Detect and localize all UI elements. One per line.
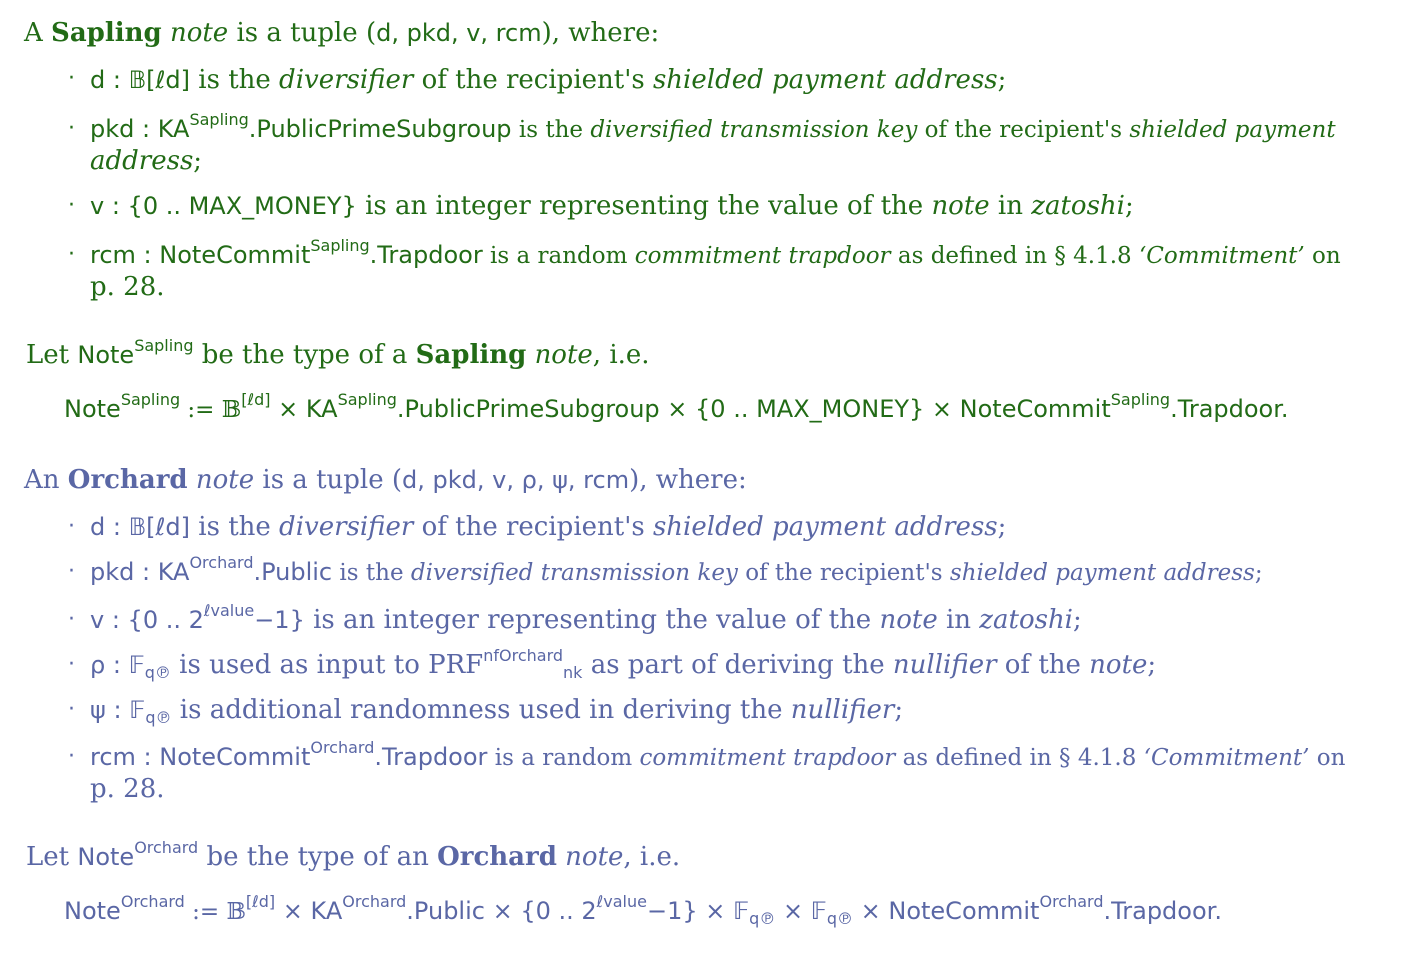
subscript: q℗ [826, 909, 853, 928]
section-ref-title[interactable]: ‘Commitment’ [1138, 243, 1305, 269]
item-emphasis: note [1089, 650, 1148, 680]
item-text: ; [1073, 605, 1082, 635]
superscript: Orchard [120, 892, 185, 911]
item-emphasis: commitment trapdoor [634, 243, 891, 269]
item-text: is the [332, 560, 411, 586]
page-ref[interactable]: p. 28. [90, 272, 165, 302]
superscript: [ℓd] [241, 390, 271, 409]
superscript: Orchard [189, 553, 254, 572]
formula-part: × 𝔽 [775, 897, 827, 925]
item-text: ; [1147, 650, 1157, 680]
tuple-symbols: d, pkd, v, ρ, ψ, rcm [402, 466, 630, 494]
item-emphasis: nullifier [790, 695, 895, 725]
note-term: note [534, 340, 593, 370]
superscript: Sapling [337, 390, 397, 409]
superscript: ℓvalue [203, 601, 255, 620]
item-emphasis: commitment trapdoor [639, 745, 896, 771]
subscript: q℗ [145, 708, 172, 727]
item-text: ; [193, 146, 203, 176]
sapling-item-v [90, 191, 1134, 221]
intro-text: ), where: [629, 465, 747, 495]
item-emphasis: nullifier [892, 650, 997, 680]
sapling-name: Sapling [415, 340, 527, 370]
item-text: of the recipient's [917, 117, 1130, 143]
item-emphasis: diversifier [279, 512, 414, 542]
formula-part: × NoteCommit [853, 897, 1040, 925]
sapling-intro [24, 18, 659, 48]
item-emphasis: zatoshi [1031, 191, 1125, 221]
sapling-item-d [90, 65, 1006, 95]
symbol: v : {0 .. MAX_MONEY} [90, 192, 357, 220]
symbol: v : {0 .. 2 [90, 606, 204, 634]
item-text: is the [190, 65, 280, 95]
item-text: is used as input to PRF [170, 650, 484, 680]
item-emphasis: diversified transmission key [590, 117, 918, 143]
superscript: Sapling [134, 336, 194, 355]
orchard-item-rcm [90, 738, 1346, 773]
tuple-symbols: d, pkd, v, rcm [376, 19, 542, 47]
subscript: q℗ [144, 663, 171, 682]
item-emphasis: shielded payment [1129, 117, 1336, 143]
superscript: Orchard [1039, 892, 1104, 911]
superscript: Orchard [134, 838, 199, 857]
bullet-icon: · [68, 514, 75, 539]
item-text: is the [511, 117, 591, 143]
orchard-intro [24, 465, 747, 495]
item-text: of the recipient's [413, 65, 653, 95]
item-text: ; [894, 695, 904, 725]
item-emphasis: diversified transmission key [410, 560, 738, 586]
bullet-icon: · [68, 242, 75, 267]
orchard-item-pkd [90, 553, 1263, 588]
superscript: Sapling [189, 110, 249, 129]
sapling-name: Sapling [51, 18, 162, 48]
orchard-item-rho [90, 646, 1157, 682]
intro-text: An [24, 465, 68, 495]
let-text: be the type of a [193, 340, 416, 370]
symbol: rcm : NoteCommit [90, 743, 311, 771]
orchard-name: Orchard [67, 465, 188, 495]
item-text: is an integer representing the value of the [304, 605, 880, 635]
intro-text: is a tuple ( [228, 18, 377, 48]
symbol: −1} [254, 606, 305, 634]
bullet-icon: · [68, 607, 75, 632]
symbol: Note [77, 843, 135, 871]
superscript: nfOrchard [483, 646, 564, 665]
section-ref[interactable]: as defined in § 4.1.8 [895, 745, 1144, 771]
section-ref-title[interactable]: ‘Commitment’ [1143, 745, 1310, 771]
bullet-icon: · [68, 193, 75, 218]
note-term: note [195, 465, 255, 495]
orchard-definition [64, 892, 1222, 928]
item-emphasis: shielded payment address [652, 65, 998, 95]
item-emphasis: zatoshi [979, 605, 1074, 635]
intro-text: is a tuple ( [254, 465, 403, 495]
item-emphasis: note [931, 191, 990, 221]
item-text: on [1309, 745, 1346, 771]
bullet-icon: · [68, 652, 75, 677]
note-term: note [169, 18, 229, 48]
superscript: Sapling [120, 390, 181, 409]
symbol: rcm : NoteCommit [90, 241, 311, 269]
let-text: Let [26, 340, 78, 370]
formula-part: × KA [275, 897, 343, 925]
formula-part: := 𝔹 [184, 899, 246, 925]
sapling-let [26, 336, 650, 370]
formula-part: × KA [270, 395, 338, 423]
section-ref[interactable]: as defined in § 4.1.8 [890, 243, 1139, 269]
item-text: is a random [482, 243, 635, 269]
item-text: in [989, 191, 1032, 221]
sapling-definition [64, 390, 1289, 425]
item-emphasis: shielded payment address [949, 560, 1255, 586]
sapling-item-rcm [90, 236, 1341, 271]
bullet-icon: · [68, 559, 75, 584]
superscript: Sapling [310, 236, 370, 255]
item-text: in [937, 605, 980, 635]
formula-part: := 𝔹 [180, 397, 242, 423]
intro-text: A [24, 18, 52, 48]
symbol: d : 𝔹[ℓd] [90, 513, 190, 541]
superscript: Orchard [342, 892, 407, 911]
item-emphasis: shielded payment address [652, 512, 998, 542]
item-emphasis: note [879, 605, 938, 635]
symbol: Note [64, 395, 121, 423]
symbol: .Public [253, 558, 333, 586]
bullet-icon: · [68, 744, 75, 769]
orchard-item-v [90, 601, 1082, 635]
note-term: note [565, 842, 624, 872]
item-text: as part of deriving the [582, 650, 893, 680]
symbol: ρ : 𝔽 [90, 651, 145, 679]
bullet-icon: · [68, 697, 75, 722]
let-text: be the type of an [198, 842, 438, 872]
subscript: nk [563, 663, 583, 682]
sapling-item-pkd-cont [90, 146, 202, 176]
symbol: Note [64, 897, 121, 925]
formula-part: .Trapdoor. [1103, 897, 1222, 925]
item-text: is additional randomness used in deriving the [171, 695, 791, 725]
symbol: Note [77, 341, 135, 369]
intro-text: ), where: [541, 18, 660, 48]
orchard-item-rcm-cont [90, 774, 165, 804]
item-emphasis: diversifier [279, 65, 414, 95]
formula-part: .Trapdoor. [1170, 395, 1289, 423]
item-text: is the [190, 512, 280, 542]
sapling-item-pkd [90, 110, 1336, 145]
superscript: Orchard [310, 738, 375, 757]
symbol: pkd : KA [90, 558, 190, 586]
let-text: Let [26, 842, 78, 872]
item-text: ; [1124, 191, 1134, 221]
item-text: of the recipient's [737, 560, 950, 586]
bullet-icon: · [68, 66, 75, 91]
superscript: ℓvalue [596, 892, 647, 911]
symbol: pkd : KA [90, 115, 190, 143]
formula-part: −1} × 𝔽 [646, 897, 750, 925]
let-text: , i.e. [592, 340, 650, 370]
item-text: is an integer representing the value of the [356, 191, 932, 221]
formula-part: .Public × {0 .. 2 [406, 897, 597, 925]
superscript: [ℓd] [245, 892, 276, 911]
superscript: Sapling [1110, 390, 1171, 409]
subscript: q℗ [749, 909, 776, 928]
formula-part: .PublicPrimeSubgroup × {0 .. MAX_MONEY} × NoteCommit [396, 395, 1111, 423]
symbol: .PublicPrimeSubgroup [248, 115, 512, 143]
item-text: is a random [487, 745, 640, 771]
page-ref[interactable]: p. 28. [90, 774, 165, 804]
orchard-item-psi [90, 695, 903, 725]
item-text: of the [996, 650, 1090, 680]
orchard-item-d [90, 512, 1006, 542]
item-emphasis: address [90, 146, 194, 176]
orchard-name: Orchard [437, 842, 557, 872]
symbol: ψ : 𝔽 [90, 696, 146, 724]
item-text: on [1304, 243, 1341, 269]
orchard-let [26, 838, 681, 872]
item-text: of the recipient's [413, 512, 653, 542]
symbol: .Trapdoor [374, 743, 488, 771]
symbol: .Trapdoor [369, 241, 483, 269]
symbol: d : 𝔹[ℓd] [90, 66, 190, 94]
item-text: ; [997, 512, 1007, 542]
item-text: ; [1254, 560, 1263, 586]
sapling-item-rcm-cont [90, 272, 165, 302]
let-text: , i.e. [623, 842, 681, 872]
bullet-icon: · [68, 116, 75, 141]
item-text: ; [997, 65, 1007, 95]
